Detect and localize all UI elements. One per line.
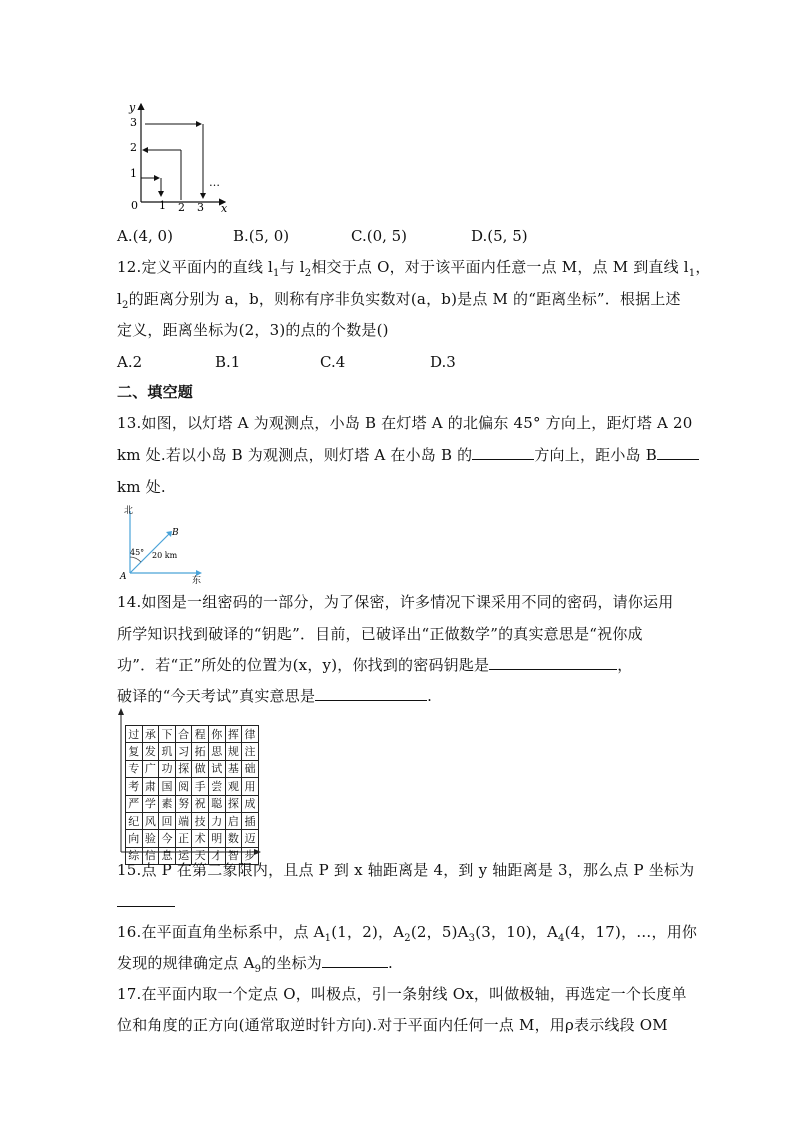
grid-cell: 广: [142, 760, 159, 777]
grid-cell: 观: [225, 778, 242, 795]
grid-cell: 力: [208, 812, 225, 829]
figure-q11-path: [125, 98, 235, 216]
grid-cell: 程: [192, 726, 209, 743]
q14-blank-key: [489, 655, 617, 670]
q14-blank-meaning: [315, 686, 427, 701]
grid-cell: 合: [175, 726, 192, 743]
password-grid: [125, 725, 259, 865]
grid-cell: 数: [225, 830, 242, 847]
q15-blank: [117, 892, 175, 907]
grid-cell: 考: [126, 778, 143, 795]
q11-option-c: C.(0, 5): [351, 227, 408, 245]
grid-cell: 正: [175, 830, 192, 847]
q11-option-d: D.(5, 5): [471, 227, 528, 245]
origin-label: 0: [131, 199, 138, 212]
q13-line-2: km 处.若以小岛 B 为观测点，则灯塔 A 在小岛 B 的 方向上，距小岛 B: [117, 445, 699, 465]
q13-line-3: km 处.: [117, 478, 166, 496]
grid-cell: 国: [159, 778, 176, 795]
grid-cell: 复: [126, 743, 143, 760]
grid-cell: 肃: [142, 778, 159, 795]
y-axis-label: y: [129, 101, 136, 114]
q16-blank: [322, 953, 388, 968]
x-tick-3: 3: [197, 201, 204, 214]
x-tick-2: 2: [178, 201, 185, 214]
point-a-label: A: [120, 572, 127, 582]
q13-blank-distance: [657, 445, 699, 460]
grid-cell: 技: [192, 812, 209, 829]
grid-cell: 今: [159, 830, 176, 847]
q15-line-1: 15.点 P 在第二象限内，且点 P 到 x 轴距离是 4，到 y 轴距离是 3，那么点 P 坐标为: [117, 861, 695, 879]
grid-cell: 风: [142, 812, 159, 829]
section-heading: 二、填空题: [117, 383, 194, 401]
grid-cell: 功: [159, 760, 176, 777]
q11-option-b: B.(5, 0): [233, 227, 290, 245]
grid-row: [126, 760, 259, 777]
q14-line-2: 所学知识找到破译的“钥匙”．目前，已破译出“正做数学”的真实意思是“祝你成: [117, 625, 643, 643]
q11-option-a: A.(4, 0): [117, 227, 173, 245]
grid-cell: 思: [208, 743, 225, 760]
q14-line-1: 14.如图是一组密码的一部分，为了保密，许多情况下课采用不同的密码，请你运用: [117, 593, 674, 611]
figure-q13-bearing: [118, 505, 208, 585]
grid-cell: 启: [225, 812, 242, 829]
grid-cell: 挥: [225, 726, 242, 743]
q17-line-2: 位和角度的正方向(通常取逆时针方向).对于平面内任何一点 M，用ρ表示线段 OM: [117, 1016, 668, 1034]
east-label: 东: [192, 576, 202, 585]
grid-cell: 阅: [175, 778, 192, 795]
grid-row: [126, 726, 259, 743]
grid-cell: 拓: [192, 743, 209, 760]
grid-row: [126, 743, 259, 760]
grid-cell: 努: [175, 795, 192, 812]
grid-row: [126, 830, 259, 847]
grid-cell: 注: [242, 743, 259, 760]
grid-cell: 律: [242, 726, 259, 743]
q12-option-a: A.2: [117, 353, 143, 371]
y-tick-1: 1: [130, 167, 137, 180]
distance-label: 20 km: [152, 551, 178, 560]
grid-cell: 你: [208, 726, 225, 743]
grid-cell: 玑: [159, 743, 176, 760]
grid-cell: 基: [225, 760, 242, 777]
q12-option-b: B.1: [215, 353, 241, 371]
north-label: 北: [124, 506, 134, 516]
grid-cell: 发: [142, 743, 159, 760]
grid-cell: 验: [142, 830, 159, 847]
grid-cell: 明: [208, 830, 225, 847]
grid-cell: 探: [225, 795, 242, 812]
grid-cell: 信: [142, 847, 159, 864]
grid-cell: 尝: [208, 778, 225, 795]
y-tick-2: 2: [130, 141, 137, 154]
grid-cell: 专: [126, 760, 143, 777]
grid-cell: 下: [159, 726, 176, 743]
x-axis-label: x: [221, 202, 228, 215]
q12-line-3: 定义，距离坐标为(2，3)的点的个数是(): [117, 321, 389, 339]
grid-cell: 做: [192, 760, 209, 777]
q16-line-1: 16.在平面直角坐标系中，点 $A_1(1$，2)，$A_2(2$，$5)A_3(3$，10)，$A_4(4$，17)，…，用你: [117, 923, 698, 944]
grid-cell: 习: [175, 743, 192, 760]
grid-cell: 迈: [242, 830, 259, 847]
q15-line-2: [117, 892, 175, 912]
q12-option-d: D.3: [430, 353, 456, 371]
grid-cell: 息: [159, 847, 176, 864]
q14-line-4: 破译的“今天考试”真实意思是 .: [117, 687, 433, 705]
angle-label: 45°: [130, 548, 145, 557]
grid-cell: 手: [192, 778, 209, 795]
grid-cell: 过: [126, 726, 143, 743]
grid-cell: 承: [142, 726, 159, 743]
grid-cell: 端: [175, 812, 192, 829]
q16-line-2: 发现的规律确定点 $A_9$的坐标为 .: [117, 954, 393, 975]
q14-line-3: 功”．若“正”所处的位置为(x，y)，你找到的密码钥匙是 ，: [117, 656, 633, 674]
grid-cell: 步: [242, 847, 259, 864]
grid-cell: 才: [208, 847, 225, 864]
grid-cell: 祝: [192, 795, 209, 812]
q13-blank-direction: [472, 445, 534, 460]
grid-cell: 术: [192, 830, 209, 847]
q17-line-1: 17.在平面内取一个定点 O，叫极点，引一条射线 Ox，叫做极轴，再选定一个长度单: [117, 985, 687, 1003]
grid-cell: 学: [142, 795, 159, 812]
grid-cell: 成: [242, 795, 259, 812]
grid-cell: 探: [175, 760, 192, 777]
grid-cell: 纪: [126, 812, 143, 829]
ellipsis-label: …: [209, 176, 220, 189]
grid-cell: 插: [242, 812, 259, 829]
grid-cell: 综: [126, 847, 143, 864]
grid-cell: 素: [159, 795, 176, 812]
point-b-label: B: [172, 528, 179, 538]
grid-cell: 运: [175, 847, 192, 864]
grid-cell: 础: [242, 760, 259, 777]
grid-cell: 向: [126, 830, 143, 847]
grid-cell: 规: [225, 743, 242, 760]
q12-line-1: 12.定义平面内的直线 $l_1$与 $l_2$相交于点 O，对于该平面内任意一点 M，点 M 到直线 $l_1$，: [117, 258, 711, 279]
grid-cell: 试: [208, 760, 225, 777]
q12-option-c: C.4: [320, 353, 346, 371]
q12-line-2: $l_2$的距离分别为 a，b，则称有序非负实数对(a，b)是点 M 的“距离坐标”．根据上述: [117, 290, 681, 311]
grid-row: [126, 812, 259, 829]
x-tick-1: 1: [159, 199, 166, 212]
grid-cell: 智: [225, 847, 242, 864]
grid-row: [126, 778, 259, 795]
grid-cell: 聪: [208, 795, 225, 812]
grid-cell: 回: [159, 812, 176, 829]
grid-cell: 天: [192, 847, 209, 864]
grid-row: [126, 795, 259, 812]
q13-line-1: 13.如图，以灯塔 A 为观测点，小岛 B 在灯塔 A 的北偏东 45° 方向上，距灯塔 A 20: [117, 414, 693, 432]
grid-cell: 用: [242, 778, 259, 795]
grid-cell: 严: [126, 795, 143, 812]
y-tick-3: 3: [130, 116, 137, 129]
